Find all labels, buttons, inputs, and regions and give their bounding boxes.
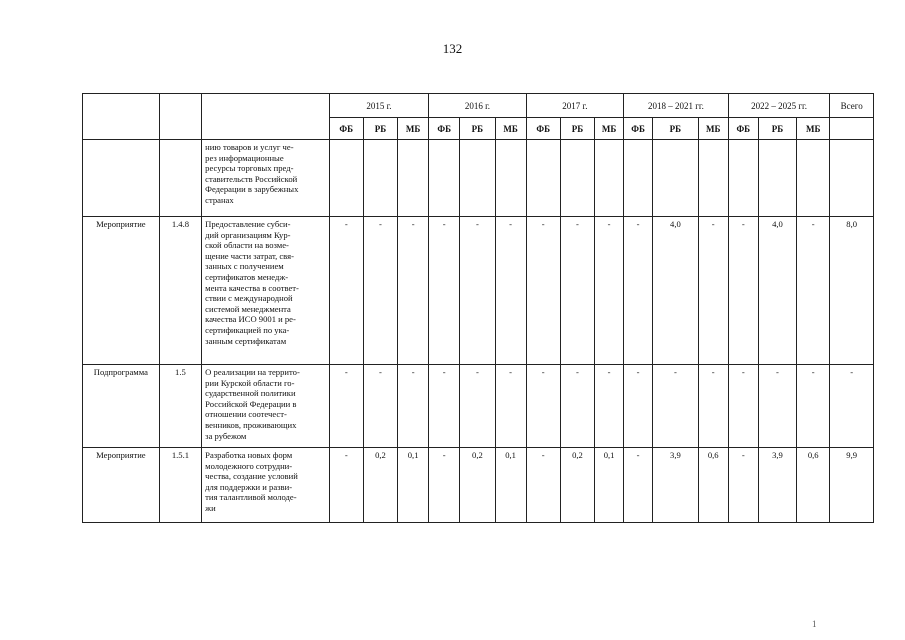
value-cell: 4,0 <box>653 217 699 365</box>
value-cell <box>797 140 830 217</box>
table-row <box>83 448 874 523</box>
row-type: Мероприятие <box>83 448 160 523</box>
row-description: О реализации на террито- рии Курской области го- сударственной политики Российской Федерации в отношении соотечест- венников, проживающих за рубежом <box>202 365 329 448</box>
value-cell: - <box>698 365 728 448</box>
value-cell <box>624 140 653 217</box>
value-cell <box>429 140 460 217</box>
value-cell: 0,6 <box>797 448 830 523</box>
value-cell <box>560 140 594 217</box>
value-cell: - <box>526 217 560 365</box>
sub-header-rb: РБ <box>560 118 594 140</box>
value-cell: - <box>698 217 728 365</box>
value-cell: - <box>363 217 397 365</box>
table-row <box>83 217 874 365</box>
value-cell: 3,9 <box>758 448 796 523</box>
sub-header-rb: РБ <box>653 118 699 140</box>
value-cell: - <box>797 365 830 448</box>
value-cell: - <box>728 217 758 365</box>
value-cell: - <box>429 448 460 523</box>
value-cell <box>329 140 363 217</box>
value-cell: - <box>526 365 560 448</box>
sub-header-mb: МБ <box>398 118 429 140</box>
value-cell: - <box>398 365 429 448</box>
value-cell <box>363 140 397 217</box>
sub-header-mb: МБ <box>495 118 526 140</box>
value-cell: 0,6 <box>698 448 728 523</box>
value-cell: - <box>758 365 796 448</box>
header-code-blank <box>159 94 201 140</box>
value-cell: 0,2 <box>363 448 397 523</box>
value-cell: - <box>460 217 495 365</box>
total-cell: 8,0 <box>830 217 874 365</box>
value-cell: - <box>398 217 429 365</box>
value-cell: 0,2 <box>560 448 594 523</box>
sub-header-mb: МБ <box>595 118 624 140</box>
value-cell: - <box>560 365 594 448</box>
total-cell: 9,9 <box>830 448 874 523</box>
total-cell <box>830 140 874 217</box>
row-description: нию товаров и услуг че- рез информационные ресурсы торговых пред- ставительств Российской Федерации в зарубежных странах <box>202 140 329 217</box>
value-cell: 0,1 <box>495 448 526 523</box>
sub-header-mb: МБ <box>797 118 830 140</box>
year-header: 2016 г. <box>429 94 526 118</box>
year-header: 2015 г. <box>329 94 429 118</box>
value-cell <box>758 140 796 217</box>
sub-header-rb: РБ <box>460 118 495 140</box>
sub-header-fb: ФБ <box>526 118 560 140</box>
total-cell: - <box>830 365 874 448</box>
year-header-row <box>83 94 874 118</box>
value-cell: - <box>429 217 460 365</box>
value-cell: - <box>624 217 653 365</box>
sub-header-rb: РБ <box>363 118 397 140</box>
year-header: 2022 – 2025 гг. <box>728 94 830 118</box>
value-cell: - <box>728 448 758 523</box>
value-cell <box>495 140 526 217</box>
value-cell: - <box>329 365 363 448</box>
table-body <box>83 140 874 523</box>
table-row <box>83 140 874 217</box>
sub-header-fb: ФБ <box>429 118 460 140</box>
sub-header-mb: МБ <box>698 118 728 140</box>
year-header: 2017 г. <box>526 94 623 118</box>
year-header: 2018 – 2021 гг. <box>624 94 729 118</box>
row-type: Подпрограмма <box>83 365 160 448</box>
row-code <box>159 140 201 217</box>
row-type: Мероприятие <box>83 217 160 365</box>
value-cell: 4,0 <box>758 217 796 365</box>
value-cell: 0,1 <box>398 448 429 523</box>
value-cell <box>653 140 699 217</box>
corner-mark: 1 <box>812 619 817 629</box>
value-cell: - <box>526 448 560 523</box>
value-cell: - <box>653 365 699 448</box>
value-cell: - <box>624 448 653 523</box>
row-code: 1.5 <box>159 365 201 448</box>
header-type-blank <box>83 94 160 140</box>
value-cell <box>728 140 758 217</box>
value-cell: 0,1 <box>595 448 624 523</box>
value-cell: - <box>429 365 460 448</box>
row-type <box>83 140 160 217</box>
row-code: 1.5.1 <box>159 448 201 523</box>
value-cell: - <box>560 217 594 365</box>
value-cell: - <box>329 217 363 365</box>
value-cell: - <box>329 448 363 523</box>
value-cell: - <box>495 217 526 365</box>
row-code: 1.4.8 <box>159 217 201 365</box>
sub-header-fb: ФБ <box>329 118 363 140</box>
budget-table <box>82 93 874 523</box>
value-cell <box>460 140 495 217</box>
value-cell: - <box>363 365 397 448</box>
value-cell <box>398 140 429 217</box>
header-description-blank <box>202 94 329 140</box>
value-cell: 3,9 <box>653 448 699 523</box>
value-cell: 0,2 <box>460 448 495 523</box>
value-cell: - <box>728 365 758 448</box>
value-cell: - <box>624 365 653 448</box>
table-row <box>83 365 874 448</box>
value-cell <box>595 140 624 217</box>
value-cell: - <box>460 365 495 448</box>
total-header: Всего <box>830 94 874 118</box>
value-cell: - <box>595 365 624 448</box>
sub-header-fb: ФБ <box>624 118 653 140</box>
total-sub-header-blank <box>830 118 874 140</box>
sub-header-fb: ФБ <box>728 118 758 140</box>
value-cell: - <box>595 217 624 365</box>
row-description: Предоставление субси- дий организациям Кур- ской области на возме- щение части затрат, свя- занных с получением сертификатов менедж- мента качества в соответ- ствии с международной системой менеджмента качества ИСО 9001 и ре- сертификацией по ука- занным сертификатам <box>202 217 329 365</box>
value-cell: - <box>495 365 526 448</box>
row-description: Разработка новых форм молодежного сотрудни- чества, создание условий для поддержки и разви- тия талантливой молоде- жи <box>202 448 329 523</box>
page-number: 132 <box>442 41 463 56</box>
sub-header-rb: РБ <box>758 118 796 140</box>
value-cell <box>698 140 728 217</box>
value-cell: - <box>797 217 830 365</box>
value-cell <box>526 140 560 217</box>
